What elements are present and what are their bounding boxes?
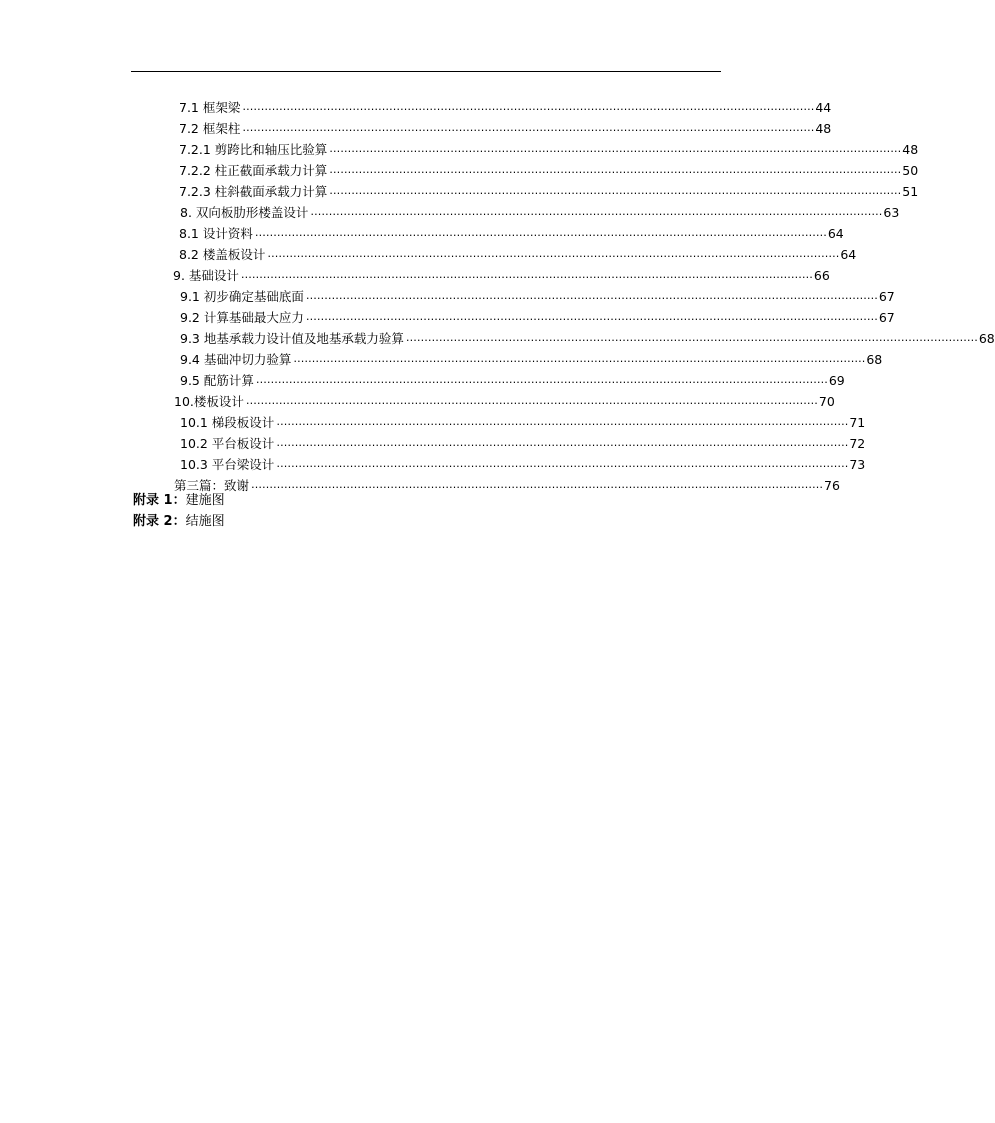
toc-entry[interactable] (179, 159, 919, 179)
dot-leader: ………………………………………………………………………………………………………………………………………… (305, 289, 878, 302)
dot-leader: ………………………………………………………………………………………………………………………………………… (255, 373, 828, 386)
toc-entry-label: 10.楼板设计 (174, 394, 244, 409)
dot-leader: ………………………………………………………………………………………………………………………………………… (329, 184, 902, 197)
toc-entry[interactable] (180, 411, 866, 431)
appendix-prefix: 附录 2： (133, 514, 186, 529)
toc-entry[interactable] (179, 222, 844, 242)
dot-leader: ………………………………………………………………………………………………………………………………………… (276, 415, 849, 428)
toc-entry-label: 10.2 平台板设计 (180, 436, 275, 451)
toc-entry-label: 9.4 基础冲切力验算 (180, 352, 292, 367)
toc-entry-label: 8.1 设计资料 (179, 226, 253, 241)
dot-leader: ………………………………………………………………………………………………………………………………………… (240, 268, 813, 281)
toc-entry[interactable] (180, 285, 895, 305)
appendix-entry[interactable] (133, 513, 225, 531)
appendix-title: 结施图 (185, 514, 225, 529)
toc-entry[interactable] (173, 264, 830, 284)
toc-entry-label: 8.2 楼盖板设计 (179, 247, 266, 262)
toc-entry-label: 9. 基础设计 (173, 268, 239, 283)
toc-entry[interactable] (174, 474, 840, 494)
dot-leader: ………………………………………………………………………………………………………………………………………… (305, 310, 878, 323)
toc-entry-page: 73 (849, 457, 866, 472)
dot-leader: ………………………………………………………………………………………………………………………………………… (293, 352, 866, 365)
toc-entry[interactable] (180, 306, 895, 326)
toc-entry-page: 76 (824, 478, 840, 493)
toc-entry-label: 9.1 初步确定基础底面 (180, 289, 304, 304)
toc-entry[interactable] (180, 432, 866, 452)
toc-entry-page: 51 (902, 184, 919, 199)
toc-entry-page: 66 (813, 268, 830, 283)
toc-entry-page: 48 (902, 142, 919, 157)
toc-entry-label: 10.3 平台梁设计 (180, 457, 275, 472)
toc-entry-label: 7.2 框架柱 (179, 121, 241, 136)
dot-leader: ………………………………………………………………………………………………………………………………………… (310, 205, 883, 218)
toc-entry-label: 9.3 地基承载力设计值及地基承载力验算 (180, 331, 404, 346)
dot-leader: ………………………………………………………………………………………………………………………………………… (242, 100, 815, 113)
toc-entry[interactable] (179, 138, 919, 158)
header-rule (131, 71, 721, 72)
toc-entry-label: 7.2.2 柱正截面承载力计算 (179, 163, 328, 178)
toc-entry-page: 70 (818, 394, 835, 409)
dot-leader: ………………………………………………………………………………………………………………………………………… (245, 394, 818, 407)
toc-entry[interactable] (179, 243, 857, 263)
toc-entry[interactable] (180, 348, 883, 368)
toc-entry-label: 第三篇：致谢 (174, 478, 250, 493)
toc-entry-page: 50 (902, 163, 919, 178)
toc-entry-page: 67 (878, 310, 895, 325)
toc-entry-label: 8. 双向板肋形楼盖设计 (180, 205, 309, 220)
dot-leader: ………………………………………………………………………………………………………………………………………… (276, 436, 849, 449)
toc-entry-label: 7.2.1 剪跨比和轴压比验算 (179, 142, 328, 157)
toc-entry-page: 44 (815, 100, 832, 115)
toc-entry-page: 71 (849, 415, 866, 430)
toc-entry-page: 72 (849, 436, 866, 451)
dot-leader: ………………………………………………………………………………………………………………………………………… (329, 163, 902, 176)
toc-entry-page: 68 (866, 352, 883, 367)
toc-entry-page: 67 (878, 289, 895, 304)
toc-entry-label: 10.1 梯段板设计 (180, 415, 275, 430)
toc-entry-page: 64 (827, 226, 844, 241)
toc-entry[interactable] (179, 96, 832, 116)
toc-entry-label: 9.5 配筋计算 (180, 373, 254, 388)
toc-entry-label: 7.1 框架梁 (179, 100, 241, 115)
toc-entry-page: 48 (815, 121, 832, 136)
toc-entry-page: 63 (883, 205, 900, 220)
toc-entry[interactable] (179, 117, 832, 137)
dot-leader: ………………………………………………………………………………………………………………………………………… (405, 331, 978, 344)
appendix-prefix: 附录 1： (133, 493, 186, 508)
toc-entry[interactable] (180, 327, 995, 347)
appendix-entry[interactable] (133, 492, 225, 510)
toc-entry-page: 68 (978, 331, 995, 346)
dot-leader: ………………………………………………………………………………………………………………………………………… (329, 142, 902, 155)
toc-entry-page: 64 (840, 247, 857, 262)
dot-leader: ………………………………………………………………………………………………………………………………………… (251, 478, 824, 491)
dot-leader: ………………………………………………………………………………………………………………………………………… (254, 226, 827, 239)
toc-entry[interactable] (174, 390, 835, 410)
toc-entry[interactable] (180, 453, 866, 473)
toc-entry-page: 69 (828, 373, 845, 388)
toc-entry-label: 9.2 计算基础最大应力 (180, 310, 304, 325)
toc-entry-label: 7.2.3 柱斜截面承载力计算 (179, 184, 328, 199)
appendix-title: 建施图 (185, 493, 225, 508)
toc-entry[interactable] (180, 201, 900, 221)
dot-leader: ………………………………………………………………………………………………………………………………………… (242, 121, 815, 134)
toc-entry[interactable] (180, 369, 845, 389)
toc-entry[interactable] (179, 180, 919, 200)
dot-leader: ………………………………………………………………………………………………………………………………………… (276, 457, 849, 470)
dot-leader: ………………………………………………………………………………………………………………………………………… (267, 247, 840, 260)
